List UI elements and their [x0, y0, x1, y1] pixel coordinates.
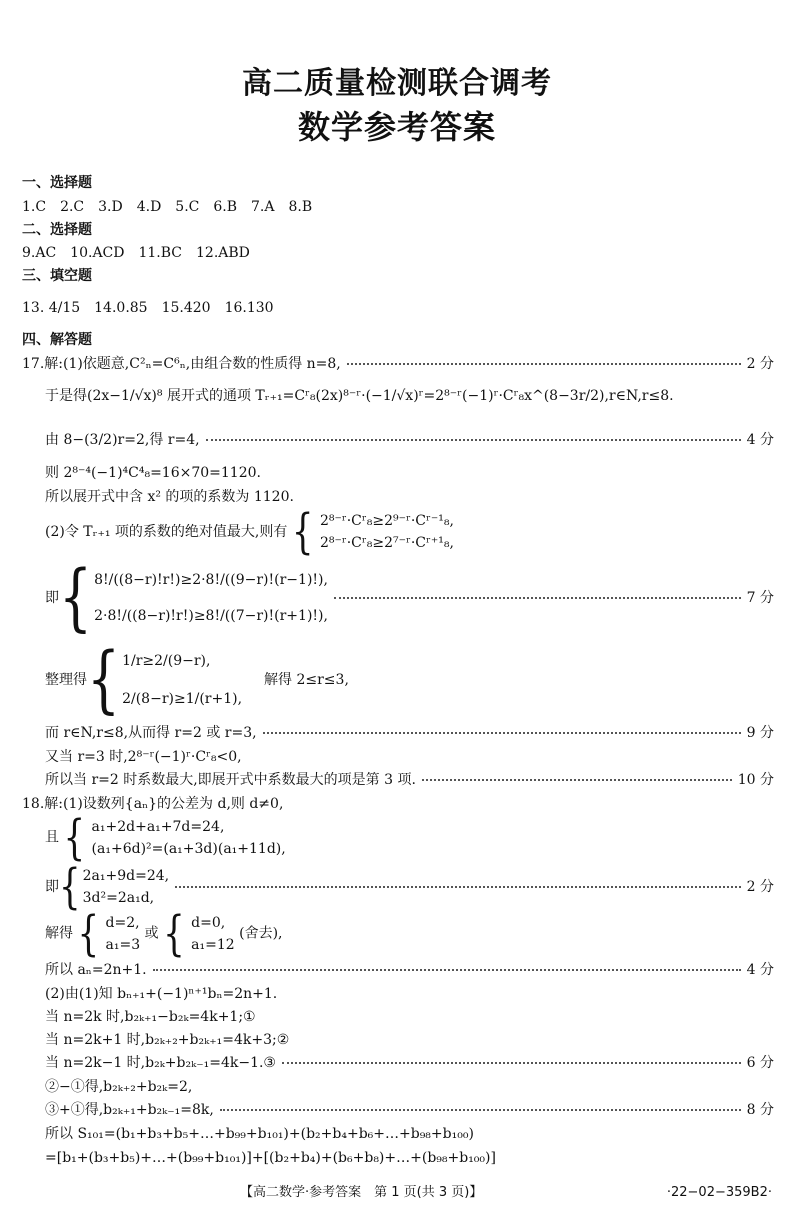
solution-line: 所以 S₁₀₁=(b₁+b₃+b₅+…+b₉₉+b₁₀₁)+(b₂+b₄+b₆+…+b₉₈+b₁₀₀): [45, 1126, 474, 1142]
solution-system-a: [106, 912, 141, 956]
score-mark: 2 分: [746, 356, 774, 372]
dot-leader: [263, 732, 741, 734]
solution-line-system: [45, 859, 774, 915]
brace-icon: {: [59, 556, 93, 640]
system-row: 2a₁+9d=24,: [82, 868, 170, 884]
solution-line-system: [45, 906, 774, 962]
line-text: 且: [45, 829, 59, 846]
inequality-system: [94, 562, 328, 634]
line-text: 或: [144, 925, 159, 942]
equation-system: [83, 865, 169, 909]
line-text: (舍去),: [239, 925, 283, 942]
dot-leader: [220, 1109, 741, 1111]
solution-line: 则 2⁸⁻⁴(−1)⁴C⁴₈=16×70=1120.: [45, 465, 261, 481]
solution-line: [22, 352, 774, 376]
brace-icon: {: [77, 906, 100, 962]
line-text: 整理得: [45, 672, 87, 688]
dot-leader: [422, 779, 732, 781]
line-text: 解得: [45, 925, 73, 942]
solution-line-system: [45, 810, 774, 866]
system-row: 8!/((8−r)!r!)≥2·8!/((9−r)!(r−1)!),: [94, 572, 328, 588]
section-heading-3: 三、填空题: [22, 268, 92, 284]
brace-icon: {: [163, 906, 185, 962]
system-row: (a₁+6d)²=(a₁+3d)(a₁+11d),: [91, 841, 286, 857]
system-row: 1/r≥2/(9−r),: [122, 653, 211, 669]
system-row: 2⁸⁻ʳ·Cʳ₈≥2⁷⁻ʳ·Cʳ⁺¹₈,: [319, 535, 454, 551]
solution-line: 当 n=2k+1 时,b₂ₖ₊₂+b₂ₖ₊₁=4k+3;②: [45, 1032, 290, 1048]
solution-line-system: [45, 638, 774, 722]
solution-line-system: [45, 504, 774, 560]
line-text: 而 r∈N,r≤8,从而得 r=2 或 r=3,: [45, 725, 257, 741]
solution-line: 于是得(2x−1/√x)⁸ 展开式的通项 Tᵣ₊₁=Cʳ₈(2x)⁸⁻ʳ·(−1/√x)ʳ=2⁸⁻ʳ(−1)ʳ·Cʳ₈x^(8−3r/2),r∈N,r≤8.: [45, 388, 674, 404]
score-mark: 6 分: [746, 1055, 774, 1071]
line-text: 当 n=2k−1 时,b₂ₖ+b₂ₖ₋₁=4k−1.③: [45, 1055, 276, 1071]
solution-line: [45, 721, 774, 745]
line-text: 由 8−(3/2)r=2,得 r=4,: [45, 432, 200, 448]
line-text: ③+①得,b₂ₖ₊₁+b₂ₖ₋₁=8k,: [45, 1102, 214, 1118]
answers-fill-blank: 13. 4/15 14.0.85 15.420 16.130: [22, 300, 274, 316]
page-footer: [0, 1181, 794, 1205]
brace-icon: {: [87, 638, 121, 722]
exam-title: 高二质量检测联合调考: [242, 66, 552, 101]
system-row: a₁+2d+a₁+7d=24,: [91, 819, 225, 835]
section-heading-1: 一、选择题: [22, 175, 92, 191]
solution-system-b: [191, 912, 235, 956]
system-row: 2/(8−r)≥1/(r+1),: [122, 691, 243, 707]
score-mark: 10 分: [737, 772, 774, 788]
document-title: 数学参考答案: [297, 108, 496, 146]
line-text: 即: [45, 590, 59, 606]
score-mark: 2 分: [746, 878, 774, 895]
system-row: 2·8!/((8−r)!r!)≥8!/((7−r)!(r+1)!),: [94, 608, 328, 624]
section-heading-4: 四、解答题: [22, 332, 92, 348]
solution-line: [45, 1051, 774, 1075]
score-mark: 4 分: [746, 432, 774, 448]
dot-leader: [175, 886, 741, 888]
line-text: 解得 2≤r≤3,: [264, 672, 349, 688]
system-row: a₁=3: [105, 937, 141, 953]
footer-code: ·22−02−359B2·: [666, 1185, 772, 1200]
solution-line-system: [45, 556, 774, 640]
footer-page-info: 【高二数学·参考答案 第 1 页(共 3 页)】: [240, 1185, 483, 1200]
system-row: 3d²=2a₁d,: [82, 890, 155, 906]
solution-line: 当 n=2k 时,b₂ₖ₊₁−b₂ₖ=4k+1;①: [45, 1009, 256, 1025]
score-mark: 9 分: [746, 725, 774, 741]
solution-line: 所以展开式中含 x² 的项的系数为 1120.: [45, 489, 294, 505]
score-mark: 4 分: [746, 962, 774, 978]
score-mark: 8 分: [746, 1102, 774, 1118]
brace-icon: {: [63, 810, 86, 866]
system-row: d=0,: [191, 915, 226, 931]
brace-icon: {: [59, 859, 81, 915]
solution-line: [45, 428, 774, 452]
line-text: (2)令 Tᵣ₊₁ 项的系数的绝对值最大,则有: [45, 524, 288, 540]
line-text: 即: [45, 878, 59, 895]
section-heading-2: 二、选择题: [22, 222, 92, 238]
solution-line: =[b₁+(b₃+b₅)+…+(b₉₉+b₁₀₁)]+[(b₂+b₄)+(b₆+b₈)+…+(b₉₈+b₁₀₀)]: [45, 1150, 496, 1166]
solution-line: [45, 1098, 774, 1122]
solution-line: 又当 r=3 时,2⁸⁻ʳ(−1)ʳ·Cʳ₈<0,: [45, 749, 242, 765]
brace-icon: {: [291, 504, 314, 560]
answers-choice: 1.C 2.C 3.D 4.D 5.C 6.B 7.A 8.B: [22, 199, 313, 215]
system-row: 2⁸⁻ʳ·Cʳ₈≥2⁹⁻ʳ·Cʳ⁻¹₈,: [319, 513, 454, 529]
solution-line: 18.解:(1)设数列{aₙ}的公差为 d,则 d≠0,: [22, 796, 284, 812]
solution-line: (2)由(1)知 bₙ₊₁+(−1)ⁿ⁺¹bₙ=2n+1.: [45, 986, 278, 1002]
dot-leader: [347, 363, 741, 365]
dot-leader: [206, 439, 741, 441]
dot-leader: [153, 969, 741, 971]
dot-leader: [282, 1062, 741, 1064]
dot-leader: [334, 597, 741, 599]
equation-system: [92, 816, 286, 860]
score-mark: 7 分: [746, 590, 774, 606]
system-row: d=2,: [105, 915, 140, 931]
solution-line: [45, 958, 774, 982]
line-text: 所以 aₙ=2n+1.: [45, 962, 147, 978]
solution-line: [45, 768, 774, 792]
answers-multi-choice: 9.AC 10.ACD 11.BC 12.ABD: [22, 245, 250, 261]
line-text: 所以当 r=2 时系数最大,即展开式中系数最大的项是第 3 项.: [45, 772, 416, 788]
inequality-system: [320, 510, 454, 554]
solution-line: ②−①得,b₂ₖ₊₂+b₂ₖ=2,: [45, 1079, 193, 1095]
system-row: a₁=12: [191, 937, 235, 953]
inequality-system: [122, 642, 242, 718]
line-text: 17.解:(1)依题意,C²ₙ=C⁶ₙ,由组合数的性质得 n=8,: [22, 356, 341, 372]
